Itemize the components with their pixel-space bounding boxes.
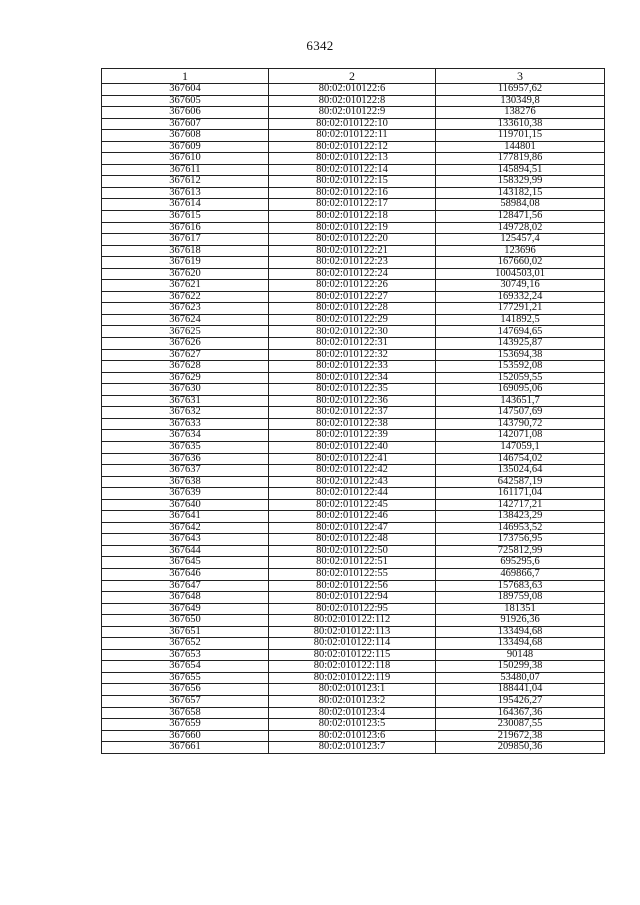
cadastral-number-cell: 80:02:010122:14 xyxy=(269,164,436,176)
row-number-cell: 367660 xyxy=(102,730,269,742)
value-cell: 188441,04 xyxy=(436,684,605,696)
value-cell: 195426,27 xyxy=(436,695,605,707)
table-row xyxy=(102,568,605,580)
value-cell: 152059,55 xyxy=(436,372,605,384)
cadastral-number-cell: 80:02:010122:20 xyxy=(269,234,436,246)
value-cell: 135024,64 xyxy=(436,465,605,477)
cadastral-number-cell: 80:02:010122:50 xyxy=(269,545,436,557)
row-number-cell: 367605 xyxy=(102,95,269,107)
table-row xyxy=(102,476,605,488)
table-row xyxy=(102,661,605,673)
cadastral-number-cell: 80:02:010122:114 xyxy=(269,638,436,650)
value-cell: 167660,02 xyxy=(436,257,605,269)
value-cell: 133494,68 xyxy=(436,626,605,638)
row-number-cell: 367636 xyxy=(102,453,269,465)
table-row xyxy=(102,499,605,511)
row-number-cell: 367641 xyxy=(102,511,269,523)
row-number-cell: 367609 xyxy=(102,141,269,153)
cadastral-number-cell: 80:02:010122:12 xyxy=(269,141,436,153)
table-row xyxy=(102,615,605,627)
table-row xyxy=(102,222,605,234)
row-number-cell: 367657 xyxy=(102,695,269,707)
value-cell: 161171,04 xyxy=(436,488,605,500)
table-row xyxy=(102,349,605,361)
value-cell: 90148 xyxy=(436,649,605,661)
cadastral-number-cell: 80:02:010122:28 xyxy=(269,303,436,315)
table-row xyxy=(102,649,605,661)
cadastral-number-cell: 80:02:010122:27 xyxy=(269,291,436,303)
table-row xyxy=(102,522,605,534)
cadastral-number-cell: 80:02:010122:47 xyxy=(269,522,436,534)
row-number-cell: 367627 xyxy=(102,349,269,361)
cadastral-number-cell: 80:02:010122:37 xyxy=(269,407,436,419)
table-row xyxy=(102,199,605,211)
table-row xyxy=(102,95,605,107)
table-row xyxy=(102,407,605,419)
cadastral-number-cell: 80:02:010122:11 xyxy=(269,130,436,142)
table-row xyxy=(102,280,605,292)
cadastral-number-cell: 80:02:010122:24 xyxy=(269,268,436,280)
table-row xyxy=(102,441,605,453)
table-row xyxy=(102,118,605,130)
value-cell: 173756,95 xyxy=(436,534,605,546)
cadastral-number-cell: 80:02:010122:40 xyxy=(269,441,436,453)
table-row xyxy=(102,418,605,430)
value-cell: 153592,08 xyxy=(436,361,605,373)
table-row xyxy=(102,314,605,326)
value-cell: 53480,07 xyxy=(436,672,605,684)
value-cell: 169332,24 xyxy=(436,291,605,303)
cadastral-number-cell: 80:02:010122:21 xyxy=(269,245,436,257)
value-cell: 144801 xyxy=(436,141,605,153)
table-body xyxy=(102,84,605,754)
cadastral-number-cell: 80:02:010122:113 xyxy=(269,626,436,638)
row-number-cell: 367622 xyxy=(102,291,269,303)
value-cell: 143182,15 xyxy=(436,187,605,199)
value-cell: 149728,02 xyxy=(436,222,605,234)
cadastral-number-cell: 80:02:010123:5 xyxy=(269,719,436,731)
table-row xyxy=(102,338,605,350)
value-cell: 177291,21 xyxy=(436,303,605,315)
row-number-cell: 367640 xyxy=(102,499,269,511)
row-number-cell: 367615 xyxy=(102,211,269,223)
row-number-cell: 367619 xyxy=(102,257,269,269)
value-cell: 164367,36 xyxy=(436,707,605,719)
column-header-1: 1 xyxy=(102,69,269,84)
table-row xyxy=(102,187,605,199)
value-cell: 1004503,01 xyxy=(436,268,605,280)
table-row xyxy=(102,684,605,696)
row-number-cell: 367650 xyxy=(102,615,269,627)
cadastral-number-cell: 80:02:010122:31 xyxy=(269,338,436,350)
row-number-cell: 367635 xyxy=(102,441,269,453)
value-cell: 142717,21 xyxy=(436,499,605,511)
cadastral-number-cell: 80:02:010122:33 xyxy=(269,361,436,373)
cadastral-number-cell: 80:02:010122:118 xyxy=(269,661,436,673)
cadastral-number-cell: 80:02:010122:13 xyxy=(269,153,436,165)
row-number-cell: 367656 xyxy=(102,684,269,696)
cadastral-number-cell: 80:02:010122:95 xyxy=(269,603,436,615)
cadastral-number-cell: 80:02:010122:43 xyxy=(269,476,436,488)
row-number-cell: 367655 xyxy=(102,672,269,684)
cadastral-number-cell: 80:02:010122:55 xyxy=(269,568,436,580)
row-number-cell: 367604 xyxy=(102,84,269,96)
cadastral-number-cell: 80:02:010122:19 xyxy=(269,222,436,234)
table-row xyxy=(102,603,605,615)
value-cell: 125457,4 xyxy=(436,234,605,246)
value-cell: 147694,65 xyxy=(436,326,605,338)
value-cell: 177819,86 xyxy=(436,153,605,165)
cadastral-number-cell: 80:02:010122:45 xyxy=(269,499,436,511)
row-number-cell: 367649 xyxy=(102,603,269,615)
table-header xyxy=(102,69,605,84)
table-row xyxy=(102,384,605,396)
row-number-cell: 367612 xyxy=(102,176,269,188)
cadastral-number-cell: 80:02:010122:6 xyxy=(269,84,436,96)
row-number-cell: 367613 xyxy=(102,187,269,199)
cadastral-number-cell: 80:02:010123:1 xyxy=(269,684,436,696)
value-cell: 128471,56 xyxy=(436,211,605,223)
row-number-cell: 367611 xyxy=(102,164,269,176)
table-row xyxy=(102,361,605,373)
cadastral-number-cell: 80:02:010122:112 xyxy=(269,615,436,627)
cadastral-number-cell: 80:02:010122:51 xyxy=(269,557,436,569)
value-cell: 157683,63 xyxy=(436,580,605,592)
cadastral-number-cell: 80:02:010123:7 xyxy=(269,742,436,754)
cadastral-number-cell: 80:02:010122:17 xyxy=(269,199,436,211)
row-number-cell: 367659 xyxy=(102,719,269,731)
cadastral-number-cell: 80:02:010122:46 xyxy=(269,511,436,523)
row-number-cell: 367639 xyxy=(102,488,269,500)
value-cell: 58984,08 xyxy=(436,199,605,211)
table-row xyxy=(102,211,605,223)
cadastral-number-cell: 80:02:010123:4 xyxy=(269,707,436,719)
value-cell: 143651,7 xyxy=(436,395,605,407)
cadastral-number-cell: 80:02:010122:41 xyxy=(269,453,436,465)
row-number-cell: 367607 xyxy=(102,118,269,130)
row-number-cell: 367628 xyxy=(102,361,269,373)
table-row xyxy=(102,488,605,500)
cadastral-number-cell: 80:02:010123:2 xyxy=(269,695,436,707)
row-number-cell: 367617 xyxy=(102,234,269,246)
table-row xyxy=(102,430,605,442)
row-number-cell: 367623 xyxy=(102,303,269,315)
table-row xyxy=(102,372,605,384)
table-row xyxy=(102,695,605,707)
table-row xyxy=(102,84,605,96)
cadastral-number-cell: 80:02:010122:115 xyxy=(269,649,436,661)
cadastral-number-cell: 80:02:010122:18 xyxy=(269,211,436,223)
value-cell: 141892,5 xyxy=(436,314,605,326)
value-cell: 181351 xyxy=(436,603,605,615)
row-number-cell: 367646 xyxy=(102,568,269,580)
cadastral-number-cell: 80:02:010122:56 xyxy=(269,580,436,592)
row-number-cell: 367620 xyxy=(102,268,269,280)
row-number-cell: 367643 xyxy=(102,534,269,546)
table-row xyxy=(102,580,605,592)
row-number-cell: 367647 xyxy=(102,580,269,592)
cadastral-number-cell: 80:02:010122:29 xyxy=(269,314,436,326)
table-row xyxy=(102,234,605,246)
value-cell: 142071,08 xyxy=(436,430,605,442)
row-number-cell: 367630 xyxy=(102,384,269,396)
cadastral-number-cell: 80:02:010122:94 xyxy=(269,592,436,604)
value-cell: 469866,7 xyxy=(436,568,605,580)
cadastral-number-cell: 80:02:010122:119 xyxy=(269,672,436,684)
value-cell: 138276 xyxy=(436,107,605,119)
row-number-cell: 367616 xyxy=(102,222,269,234)
value-cell: 91926,36 xyxy=(436,615,605,627)
value-cell: 695295,6 xyxy=(436,557,605,569)
row-number-cell: 367624 xyxy=(102,314,269,326)
row-number-cell: 367638 xyxy=(102,476,269,488)
value-cell: 219672,38 xyxy=(436,730,605,742)
cadastral-number-cell: 80:02:010122:42 xyxy=(269,465,436,477)
value-cell: 209850,36 xyxy=(436,742,605,754)
row-number-cell: 367645 xyxy=(102,557,269,569)
table-row xyxy=(102,130,605,142)
cadastral-number-cell: 80:02:010122:48 xyxy=(269,534,436,546)
row-number-cell: 367625 xyxy=(102,326,269,338)
table-row xyxy=(102,395,605,407)
table-row xyxy=(102,245,605,257)
value-cell: 119701,15 xyxy=(436,130,605,142)
value-cell: 150299,38 xyxy=(436,661,605,673)
cadastral-number-cell: 80:02:010122:34 xyxy=(269,372,436,384)
value-cell: 169095,06 xyxy=(436,384,605,396)
row-number-cell: 367608 xyxy=(102,130,269,142)
table-row xyxy=(102,453,605,465)
value-cell: 153694,38 xyxy=(436,349,605,361)
table-row xyxy=(102,638,605,650)
cadastral-number-cell: 80:02:010122:30 xyxy=(269,326,436,338)
table-row xyxy=(102,707,605,719)
row-number-cell: 367648 xyxy=(102,592,269,604)
value-cell: 230087,55 xyxy=(436,719,605,731)
value-cell: 143790,72 xyxy=(436,418,605,430)
table-row xyxy=(102,268,605,280)
value-cell: 146953,52 xyxy=(436,522,605,534)
value-cell: 147507,69 xyxy=(436,407,605,419)
column-header-3: 3 xyxy=(436,69,605,84)
table-row xyxy=(102,742,605,754)
row-number-cell: 367614 xyxy=(102,199,269,211)
cadastral-number-cell: 80:02:010122:32 xyxy=(269,349,436,361)
value-cell: 116957,62 xyxy=(436,84,605,96)
table-row xyxy=(102,291,605,303)
cadastral-number-cell: 80:02:010122:38 xyxy=(269,418,436,430)
row-number-cell: 367658 xyxy=(102,707,269,719)
table-row xyxy=(102,153,605,165)
row-number-cell: 367631 xyxy=(102,395,269,407)
value-cell: 145894,51 xyxy=(436,164,605,176)
row-number-cell: 367634 xyxy=(102,430,269,442)
value-cell: 133610,38 xyxy=(436,118,605,130)
row-number-cell: 367661 xyxy=(102,742,269,754)
table-row xyxy=(102,303,605,315)
row-number-cell: 367626 xyxy=(102,338,269,350)
table-row xyxy=(102,672,605,684)
row-number-cell: 367633 xyxy=(102,418,269,430)
value-cell: 138423,29 xyxy=(436,511,605,523)
table-row xyxy=(102,176,605,188)
registry-table xyxy=(101,68,605,754)
value-cell: 143925,87 xyxy=(436,338,605,350)
row-number-cell: 367621 xyxy=(102,280,269,292)
header-row xyxy=(102,69,605,84)
value-cell: 130349,8 xyxy=(436,95,605,107)
cadastral-number-cell: 80:02:010122:39 xyxy=(269,430,436,442)
value-cell: 642587,19 xyxy=(436,476,605,488)
table-row xyxy=(102,257,605,269)
row-number-cell: 367632 xyxy=(102,407,269,419)
value-cell: 725812,99 xyxy=(436,545,605,557)
row-number-cell: 367642 xyxy=(102,522,269,534)
cadastral-number-cell: 80:02:010122:16 xyxy=(269,187,436,199)
cadastral-number-cell: 80:02:010122:26 xyxy=(269,280,436,292)
value-cell: 146754,02 xyxy=(436,453,605,465)
row-number-cell: 367629 xyxy=(102,372,269,384)
value-cell: 189759,08 xyxy=(436,592,605,604)
column-header-2: 2 xyxy=(269,69,436,84)
row-number-cell: 367618 xyxy=(102,245,269,257)
value-cell: 147059,1 xyxy=(436,441,605,453)
table-row xyxy=(102,626,605,638)
value-cell: 123696 xyxy=(436,245,605,257)
value-cell: 30749,16 xyxy=(436,280,605,292)
cadastral-number-cell: 80:02:010122:35 xyxy=(269,384,436,396)
cadastral-number-cell: 80:02:010122:23 xyxy=(269,257,436,269)
table-row xyxy=(102,511,605,523)
cadastral-number-cell: 80:02:010122:8 xyxy=(269,95,436,107)
cadastral-number-cell: 80:02:010122:9 xyxy=(269,107,436,119)
table-row xyxy=(102,107,605,119)
row-number-cell: 367637 xyxy=(102,465,269,477)
table-row xyxy=(102,592,605,604)
table-row xyxy=(102,730,605,742)
cadastral-number-cell: 80:02:010122:10 xyxy=(269,118,436,130)
row-number-cell: 367644 xyxy=(102,545,269,557)
row-number-cell: 367652 xyxy=(102,638,269,650)
table-row xyxy=(102,557,605,569)
table-row xyxy=(102,719,605,731)
row-number-cell: 367610 xyxy=(102,153,269,165)
cadastral-number-cell: 80:02:010122:15 xyxy=(269,176,436,188)
table-row xyxy=(102,545,605,557)
page-number: 6342 xyxy=(306,38,334,53)
cadastral-number-cell: 80:02:010122:36 xyxy=(269,395,436,407)
cadastral-number-cell: 80:02:010123:6 xyxy=(269,730,436,742)
table-row xyxy=(102,141,605,153)
row-number-cell: 367653 xyxy=(102,649,269,661)
cadastral-number-cell: 80:02:010122:44 xyxy=(269,488,436,500)
row-number-cell: 367654 xyxy=(102,661,269,673)
table-row xyxy=(102,465,605,477)
table-row xyxy=(102,164,605,176)
table-row xyxy=(102,534,605,546)
row-number-cell: 367651 xyxy=(102,626,269,638)
value-cell: 133494,68 xyxy=(436,638,605,650)
table-row xyxy=(102,326,605,338)
row-number-cell: 367606 xyxy=(102,107,269,119)
value-cell: 158329,99 xyxy=(436,176,605,188)
